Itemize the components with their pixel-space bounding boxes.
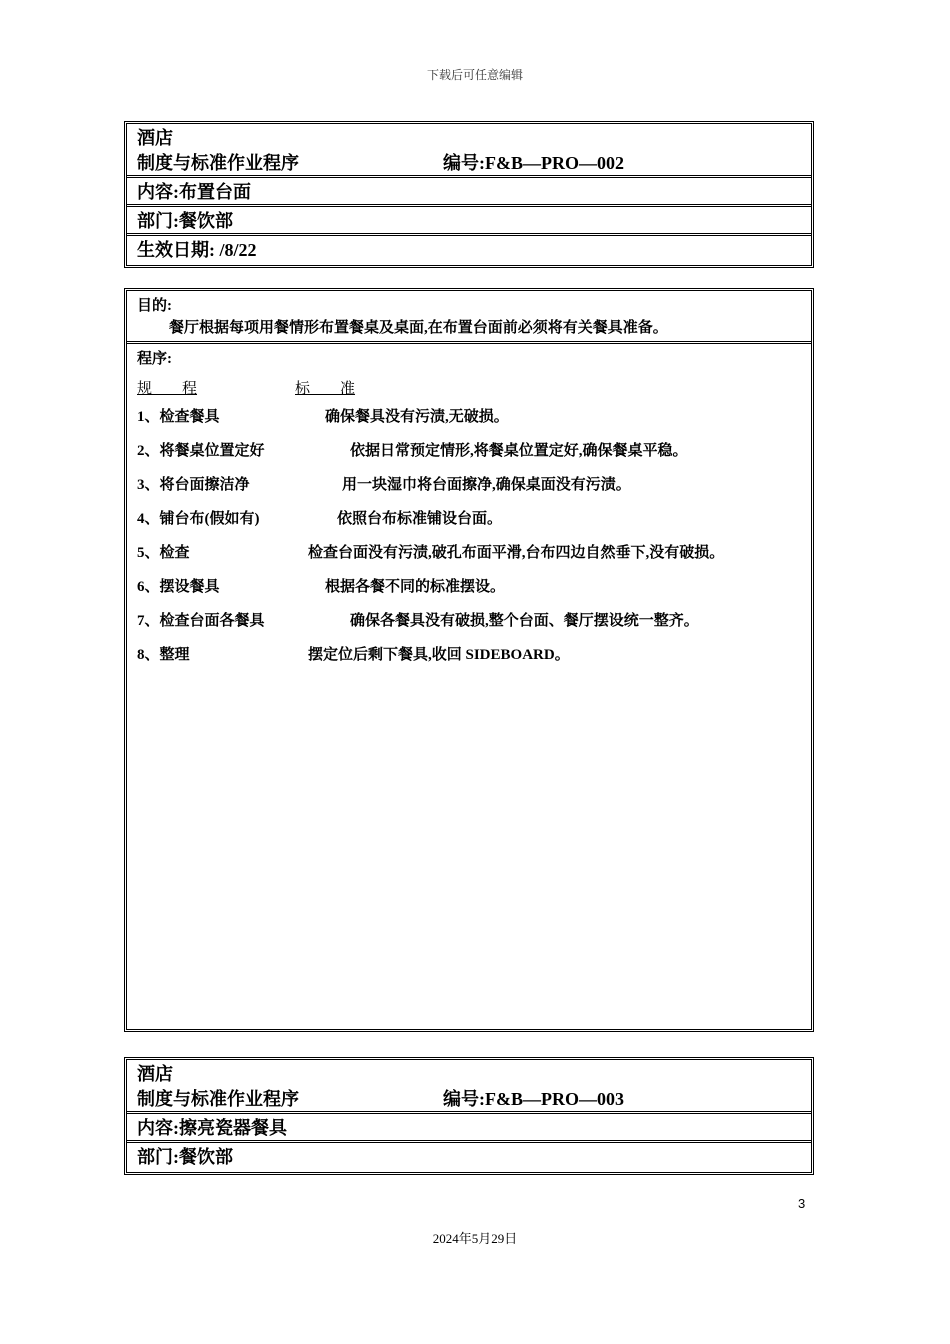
purpose-section <box>127 291 811 344</box>
step-row <box>137 474 801 508</box>
step-name: 6、摆设餐具 <box>137 579 220 595</box>
system-title: 制度与标准作业程序 <box>137 153 299 173</box>
effective-date-row: 生效日期: /8/22 <box>137 240 257 260</box>
step-column-header: 规 程 <box>137 381 198 397</box>
footer-date: 2024年5月29日 <box>432 1231 518 1246</box>
sop-header-table-2 <box>124 1057 814 1175</box>
department-row: 部门:餐饮部 <box>127 207 811 236</box>
step-row <box>137 406 801 440</box>
step-name: 2、将餐桌位置定好 <box>137 443 265 459</box>
hotel-label: 酒店 <box>137 1064 173 1084</box>
document-code: 编号:F&B—PRO—002 <box>443 153 624 173</box>
content-row: 内容:擦亮瓷器餐具 <box>127 1114 811 1143</box>
content-row: 内容:布置台面 <box>127 178 811 207</box>
step-row <box>137 610 801 644</box>
purpose-label: 目的: <box>137 298 172 314</box>
step-standard: 依照台布标准铺设台面。 <box>337 511 503 527</box>
step-name: 5、检查 <box>137 545 190 561</box>
step-standard: 摆定位后剩下餐具,收回 SIDEBOARD。 <box>308 647 570 663</box>
document-code: 编号:F&B—PRO—003 <box>443 1089 624 1109</box>
header-note: 下载后可任意编辑 <box>426 68 523 82</box>
title-row <box>127 124 811 178</box>
step-row <box>137 508 801 542</box>
step-row <box>137 644 801 678</box>
step-standard: 确保各餐具没有破损,整个台面、餐厅摆设统一整齐。 <box>350 613 699 629</box>
purpose-text: 餐厅根据每项用餐情形布置餐桌及桌面,在布置台面前必须将有关餐具准备。 <box>169 320 668 336</box>
column-header-row <box>137 378 801 406</box>
step-row <box>137 440 801 474</box>
hotel-label: 酒店 <box>137 128 173 148</box>
step-name: 1、检查餐具 <box>137 409 220 425</box>
step-standard: 根据各餐不同的标准摆设。 <box>325 579 506 595</box>
step-name: 3、将台面擦洁净 <box>137 477 250 493</box>
procedure-section <box>127 344 811 678</box>
system-title: 制度与标准作业程序 <box>137 1089 299 1109</box>
step-row <box>137 542 801 576</box>
standard-column-header: 标 准 <box>295 381 356 397</box>
sop-header-table-1 <box>124 121 814 268</box>
step-name: 8、整理 <box>137 647 190 663</box>
step-standard: 用一块湿巾将台面擦净,确保桌面没有污渍。 <box>342 477 631 493</box>
step-name: 7、检查台面各餐具 <box>137 613 265 629</box>
step-standard: 检查台面没有污渍,破孔布面平滑,台布四边自然垂下,没有破损。 <box>308 545 725 561</box>
step-name: 4、铺台布(假如有) <box>137 511 260 527</box>
page-number: 3 <box>798 1196 806 1211</box>
title-row <box>127 1060 811 1114</box>
department-row: 部门:餐饮部 <box>137 1147 233 1167</box>
procedure-box <box>124 288 814 1032</box>
step-standard: 依据日常预定情形,将餐桌位置定好,确保餐桌平稳。 <box>350 443 688 459</box>
step-standard: 确保餐具没有污渍,无破损。 <box>325 409 509 425</box>
procedure-label: 程序: <box>137 351 172 367</box>
step-row <box>137 576 801 610</box>
